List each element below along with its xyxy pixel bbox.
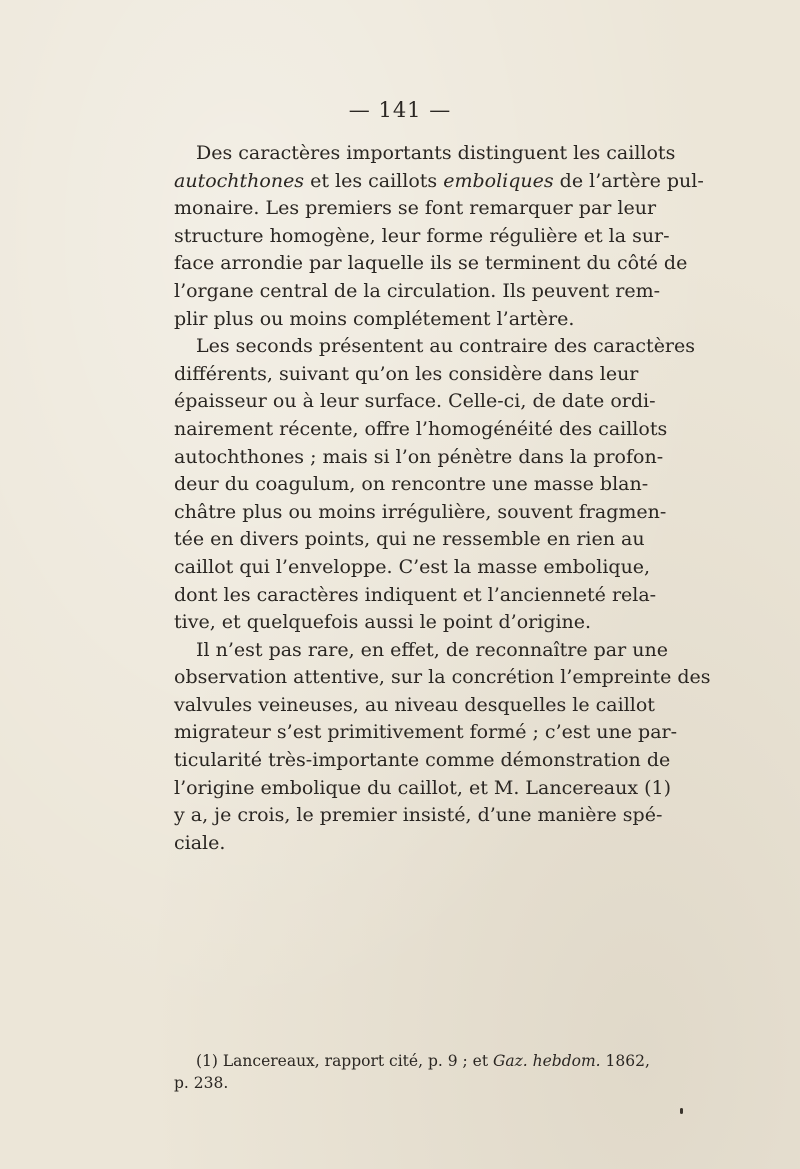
text-line: nairement récente, offre l’homogénéité des caillots [174, 417, 668, 440]
text-line: observation attentive, sur la concrétion l’empreinte des [174, 666, 711, 689]
page-number: — 141 — [348, 98, 452, 122]
paragraph [174, 333, 696, 637]
text-line: deur du coagulum, on rencontre une masse blan- [174, 473, 649, 496]
text-line: plir plus ou moins complétement l’artère. [174, 307, 575, 330]
text-line: Les seconds présentent au contraire des caractères [196, 335, 696, 358]
text-line: ticularité très-importante comme démonstration de [174, 749, 671, 772]
text-line [174, 1050, 650, 1072]
text-run: 1862, [600, 1052, 650, 1070]
text-run: et les caillots [304, 169, 444, 192]
text-line: migrateur s’est primitivement formé ; c’est une par- [174, 721, 678, 744]
paragraph [174, 637, 711, 858]
text-line: structure homogène, leur forme régulière et la sur- [174, 224, 670, 247]
text-line: dont les caractères indiquent et l’ancienneté rela- [174, 583, 657, 606]
text-line: tive, et quelquefois aussi le point d’origine. [174, 611, 592, 634]
text-line: face arrondie par laquelle ils se terminent du côté de [174, 252, 688, 275]
text-line: Il n’est pas rare, en effet, de reconnaître par une [196, 638, 668, 661]
text-line: ciale. [174, 831, 226, 854]
text-line [174, 168, 704, 196]
text-line: caillot qui l’enveloppe. C’est la masse embolique, [174, 555, 651, 578]
text-line: l’organe central de la circulation. Ils peuvent rem- [174, 279, 661, 302]
text-line: l’origine embolique du caillot, et M. Lancereaux (1) [174, 776, 672, 799]
text-line: autochthones ; mais si l’on pénètre dans la profon- [174, 445, 664, 468]
text-line: y a, je crois, le premier insisté, d’une manière spé- [174, 804, 663, 827]
text-run: (1) Lancereaux, rapport cité, p. 9 ; et [196, 1052, 493, 1070]
text-run: de l’artère pul- [553, 169, 704, 192]
text-line: valvules veineuses, au niveau desquelles le caillot [174, 693, 655, 716]
text-line: épaisseur ou à leur surface. Celle-ci, de date ordi- [174, 390, 656, 413]
text-line: Des caractères importants distinguent les caillots [196, 142, 676, 164]
text-line: châtre plus ou moins irrégulière, souvent fragmen- [174, 500, 667, 523]
text-line: monaire. Les premiers se font remarquer par leur [174, 197, 657, 220]
paragraph [174, 140, 704, 333]
italic-text: autochthones [174, 169, 305, 192]
footnote [174, 1050, 650, 1094]
body-text [174, 140, 711, 857]
text-line: tée en divers points, qui ne ressemble en rien au [174, 528, 645, 551]
italic-text: Gaz. hebdom. [492, 1052, 601, 1070]
ink-speck [680, 1108, 683, 1114]
italic-text: emboliques [443, 169, 554, 192]
text-line: différents, suivant qu’on les considère dans leur [174, 362, 639, 385]
text-line: p. 238. [174, 1074, 229, 1092]
